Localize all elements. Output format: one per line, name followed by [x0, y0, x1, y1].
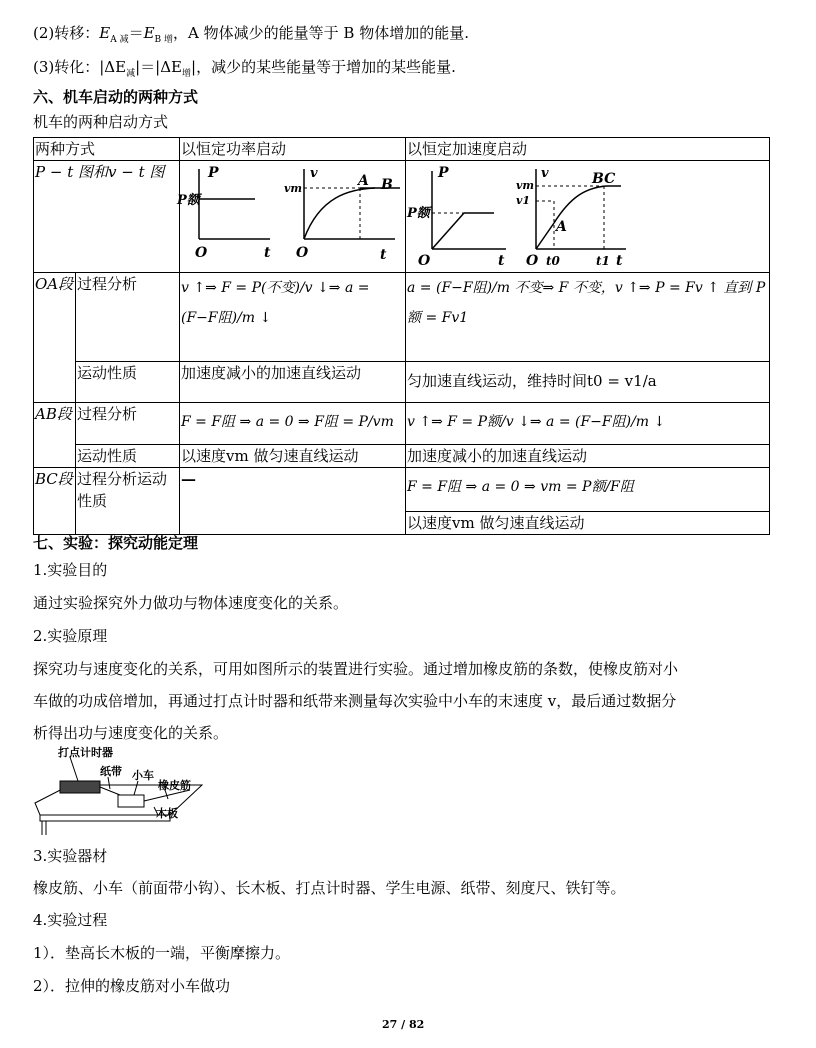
oa-label: OA段 [34, 273, 76, 403]
eq-sign: ＝ [128, 24, 144, 42]
accel-graphs [406, 161, 769, 269]
page-sep: / [401, 1018, 406, 1031]
header-accel: 以恒定加速度启动 [406, 138, 770, 161]
vt-B-label: B [381, 177, 393, 193]
power-graphs [177, 161, 405, 266]
ab-accel-motion: 加速度减小的加速直线运动 [406, 445, 770, 468]
p2-body-l1: 探究功与速度变化的关系，可用如图所示的装置进行实验。通过增加橡皮筋的条数，使橡皮筋对小 [33, 660, 679, 678]
p2-body-l3: 析得出功与速度变化的关系。 [33, 724, 229, 742]
bc-power: — [180, 468, 406, 535]
vt-A-label: A [358, 173, 369, 189]
board-side [40, 815, 170, 821]
header-power: 以恒定功率启动 [180, 138, 406, 161]
car-leader [134, 781, 138, 795]
avt-curve [554, 186, 606, 223]
pt-t-label: t [264, 245, 271, 261]
ab-power-motion: 以速度vm 做匀速直线运动 [180, 445, 406, 468]
section6-subtitle: 机车的两种启动方式 [33, 113, 169, 131]
startup-table [33, 137, 770, 535]
transfer-line [33, 22, 469, 45]
p1-title: 1.实验目的 [33, 561, 108, 579]
convert-sub2: 增 [182, 69, 192, 79]
vt-O-label: O [296, 245, 309, 261]
avt-vm-label: vm [516, 179, 535, 192]
apt-t-label: t [498, 253, 505, 269]
fig-tape-label: 纸带 [100, 765, 122, 778]
bc-label: BC段 [34, 468, 76, 535]
oa-power-process: v ↑⇒ F = P(不变)/v ↓⇒ a = (F−F阻)/m ↓ [180, 273, 406, 362]
fig-board-label: 木板 [156, 807, 178, 820]
graph-row-label: P − t 图和v − t 图 [34, 161, 180, 273]
avt-BC-label: BC [592, 171, 616, 187]
pt-O-label: O [195, 245, 208, 261]
step1: 1）．垫高长木板的一端，平衡摩擦力。 [33, 944, 291, 962]
ea-symbol: E [99, 24, 111, 42]
avt-v-label: v [541, 166, 549, 181]
avt-t-label: t [616, 253, 623, 269]
page-total: 82 [409, 1018, 425, 1031]
avt-O-label: O [526, 253, 539, 269]
section6-heading: 六、机车启动的两种方式 [33, 88, 199, 106]
convert-sub1: 减 [126, 69, 136, 79]
apt-O-label: O [418, 253, 431, 269]
avt-v1-label: v1 [516, 194, 531, 207]
avt-A-label: A [556, 219, 567, 235]
avt-t1-label: t1 [596, 254, 610, 268]
ab-label: AB段 [34, 403, 76, 468]
accel-graphs-cell [406, 161, 770, 273]
bc-accel-motion: 以速度vm 做匀速直线运动 [406, 512, 770, 535]
ea-sub: A 减 [110, 35, 129, 45]
eb-sub: B 增 [154, 35, 174, 45]
fig-timer-label: 打点计时器 [58, 746, 113, 759]
page-footer [382, 1018, 424, 1031]
vt-v-label: v [310, 166, 318, 181]
oa-accel-process: a = (F−F阻)/m 不变⇒ F 不变，v ↑⇒ P = Fv ↑ 直到 P额 = Fv1 [406, 273, 770, 362]
transfer-rest: ，A 物体减少的能量等于 B 物体增加的能量. [173, 24, 469, 42]
vt-curve [304, 188, 375, 239]
apt-Pe-label: P额 [407, 206, 430, 221]
oa-power-motion: 加速度减小的加速直线运动 [180, 362, 406, 403]
avt-ramp [536, 223, 554, 249]
apt-ramp [432, 213, 464, 249]
p2-title: 2.实验原理 [33, 627, 108, 645]
apparatus-figure [30, 745, 210, 840]
oa-process-label: 过程分析 [76, 273, 180, 362]
step2: 2）．拉伸的橡皮筋对小车做功 [33, 977, 231, 995]
convert-line [33, 56, 456, 79]
apt-P-label: P [438, 165, 449, 181]
ab-process-label: 过程分析 [76, 403, 180, 445]
power-graphs-cell [177, 161, 406, 273]
car-body [118, 795, 144, 807]
pt-P-label: P [208, 165, 219, 181]
page-number: 27 [382, 1018, 398, 1031]
p3-body: 橡皮筋、小车（前面带小钩）、长木板、打点计时器、学生电源、纸带、刻度尺、铁钉等。 [33, 879, 626, 897]
header-mode: 两种方式 [34, 138, 180, 161]
fig-car-label: 小车 [132, 769, 154, 782]
vt-t-label: t [380, 247, 387, 263]
section7-heading: 七、实验：探究动能定理 [33, 534, 199, 552]
ab-accel-process: v ↑⇒ F = P额/v ↓⇒ a = (F−F阻)/m ↓ [406, 403, 770, 445]
p2-body-l2: 车做的功成倍增加，再通过打点计时器和纸带来测量每次实验中小车的末速度 v，最后通过数据分 [33, 692, 677, 710]
timer-body [60, 781, 100, 793]
convert-rest: |，减少的某些能量等于增加的某些能量. [191, 58, 456, 76]
p4-title: 4.实验过程 [33, 911, 108, 929]
fig-rubber-label: 橡皮筋 [158, 779, 191, 792]
bc-accel-process: F = F阻 ⇒ a = 0 ⇒ vm = P额/F阻 [406, 468, 770, 512]
vt-vm-label: vm [284, 182, 303, 195]
convert-mid: |＝|ΔE [135, 58, 182, 76]
oa-accel-motion: 匀加速直线运动，维持时间t0 = v1/a [406, 362, 770, 403]
ab-motion-label: 运动性质 [76, 445, 180, 468]
ab-power-process: F = F阻 ⇒ a = 0 ⇒ F阻 = P/vm [180, 403, 406, 445]
timer-leader [70, 757, 78, 781]
pt-Pe-label: P额 [177, 193, 200, 208]
convert-prefix: (3)转化：|ΔE [33, 58, 127, 76]
tape-leader [108, 777, 110, 789]
p1-body: 通过实验探究外力做功与物体速度变化的关系。 [33, 594, 349, 612]
p3-title: 3.实验器材 [33, 847, 108, 865]
eb-symbol: E [143, 24, 155, 42]
avt-t0-label: t0 [546, 254, 560, 268]
transfer-prefix: (2)转移： [33, 24, 100, 42]
bc-process-motion-label: 过程分析运动性质 [76, 468, 180, 535]
oa-motion-label: 运动性质 [76, 362, 180, 403]
